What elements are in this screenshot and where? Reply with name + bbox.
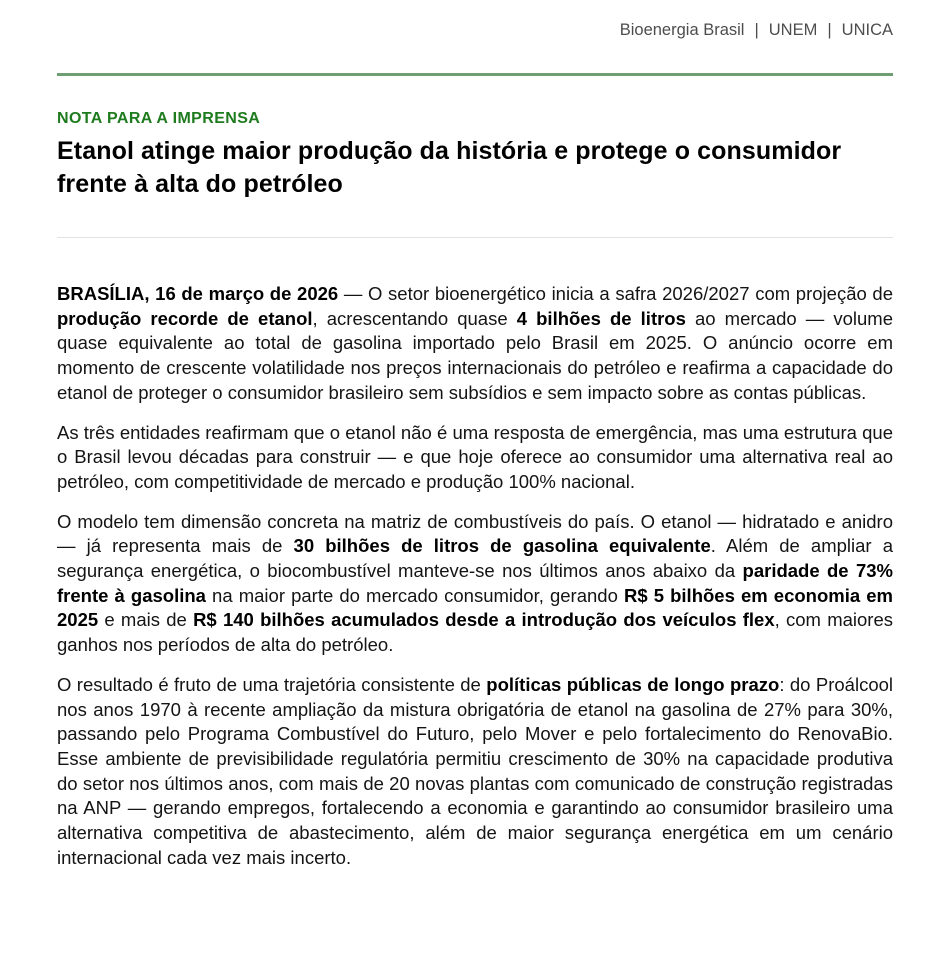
press-release-body xyxy=(57,282,893,870)
brand-unem: UNEM xyxy=(768,21,818,39)
brand-bioenergia-brasil: Bioenergia Brasil xyxy=(619,21,745,39)
gray-divider xyxy=(57,237,893,238)
brand-separator: | xyxy=(754,21,759,39)
paragraph-model: O modelo tem dimensão concreta na matriz de combustíveis do país. O etanol — hidratado e anidro — já representa mais de 30 bilhões de litros de gasolina equivalente. Além de ampliar a segurança energética, o biocombustível manteve-se nos últimos anos abaixo da paridade de 73% frente à gasolina na maior parte do mercado consumidor, gerando R$ 5 bilhões em economia em 2025 e mais de R$ 140 bilhões acumulados desde a introdução dos veículos flex, com maiores ganhos nos períodos de alta do petróleo. xyxy=(57,510,894,656)
headline: Etanol atinge maior produção da história e protege o consumidor frente à alta do petróleo xyxy=(57,137,842,198)
paragraph-entities: As três entidades reafirmam que o etanol não é uma resposta de emergência, mas uma estrutura que o Brasil levou décadas para construir — e que hoje oferece ao consumidor uma alternativa real ao petróleo, com competitividade de mercado e produção 100% nacional. xyxy=(57,421,893,492)
press-note-kicker: NOTA PARA A IMPRENSA xyxy=(57,110,261,127)
green-divider xyxy=(57,73,893,76)
letterhead xyxy=(57,0,893,40)
paragraph-policies: O resultado é fruto de uma trajetória consistente de políticas públicas de longo prazo: do Proálcool nos anos 1970 à recente ampliação da mistura obrigatória de etanol na gasolina de 27% para 30%, passando pelo Programa Combustível do Futuro, pelo Mover e pelo fortalecimento do RenovaBio. Esse ambiente de previsibilidade regulatória permitiu crescimento de 30% na capacidade produtiva do setor nos últimos anos, com mais de 20 novas plantas com comunicado de construção registradas na ANP — gerando empregos, fortalecendo a economia e garantindo ao consumidor brasileiro uma alternativa competitiva de abastecimento, além de maior segurança energética em um cenário internacional cada vez mais incerto. xyxy=(57,673,894,868)
brand-separator: | xyxy=(827,21,832,39)
paragraph-dateline: BRASÍLIA, 16 de março de 2026 — O setor bioenergético inicia a safra 2026/2027 com projeção de produção recorde de etanol, acrescentando quase 4 bilhões de litros ao mercado — volume quase equivalente ao total de gasolina importado pelo Brasil em 2025. O anúncio ocorre em momento de crescente volatilidade nos preços internacionais do petróleo e reafirma a capacidade do etanol de proteger o consumidor brasileiro sem subsídios e sem impacto sobre as contas públicas. xyxy=(57,283,893,403)
brand-unica: UNICA xyxy=(841,21,893,39)
